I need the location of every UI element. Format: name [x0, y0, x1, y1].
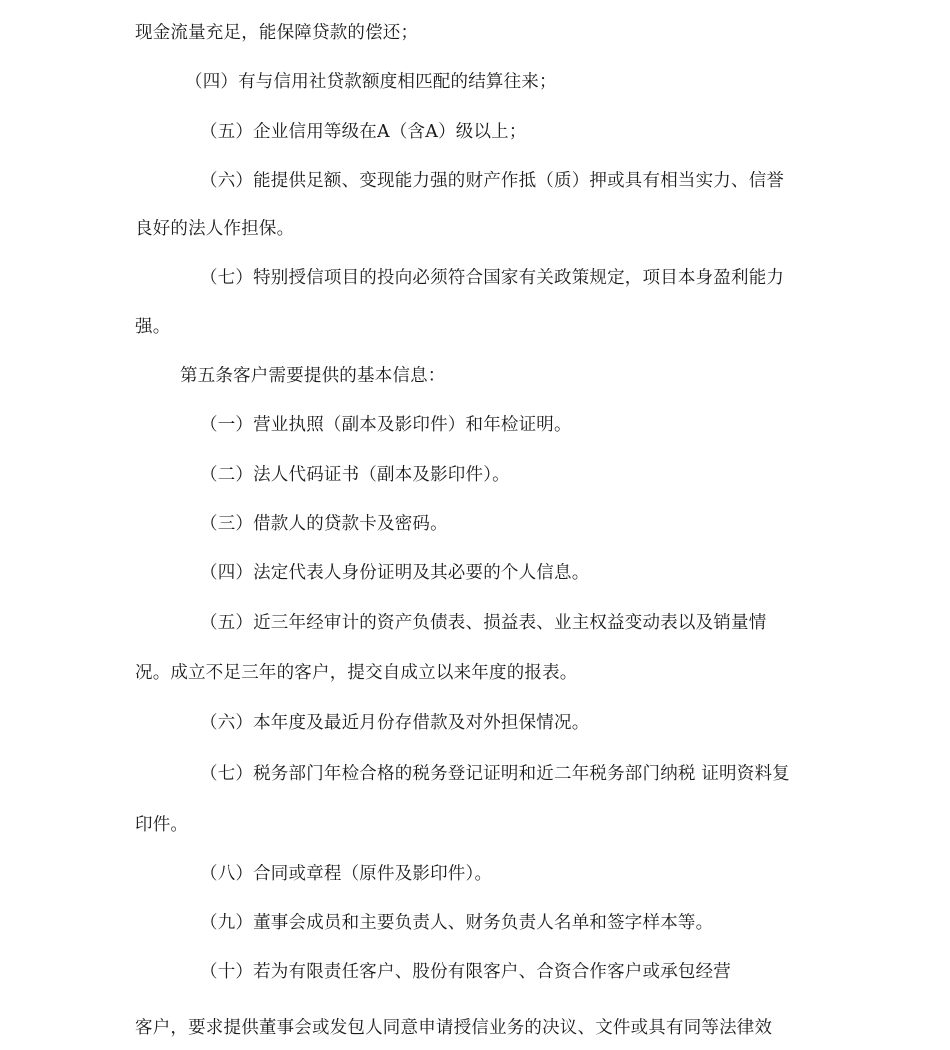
section-heading: 第五条客户需要提供的基本信息：: [180, 366, 446, 386]
text-line: （六）能提供足额、变现能力强的财产作抵（质）押或具有相当实力、信誉: [200, 171, 785, 191]
text-line: 客户，要求提供董事会或发包人同意申请授信业务的决议、文件或具有同等法律效: [135, 1018, 773, 1038]
text-line: （八）合同或章程（原件及影印件）。: [200, 864, 493, 884]
text-line: （四）法定代表人身份证明及其必要的个人信息。: [200, 563, 590, 583]
text-line: （七）税务部门年检合格的税务登记证明和近二年税务部门纳税 证明资料复: [200, 764, 790, 784]
text-line: （十）若为有限责任客户、股份有限客户、合资合作客户或承包经营: [200, 962, 731, 982]
text-line: 强。: [135, 317, 171, 337]
text-line: （七）特别授信项目的投向必须符合国家有关政策规定，项目本身盈利能力: [200, 268, 785, 288]
text-line: （二）法人代码证书（副本及影印件）。: [200, 465, 510, 485]
text-line: （四）有与信用社贷款额度相匹配的结算往来；: [185, 72, 557, 92]
text-line: （六）本年度及最近月份存借款及对外担保情况。: [200, 713, 590, 733]
text-line: 况。成立不足三年的客户，提交自成立以来年度的报表。: [135, 663, 578, 683]
text-line: （三）借款人的贷款卡及密码。: [200, 514, 448, 534]
text-line: 现金流量充足，能保障贷款的偿还；: [135, 23, 419, 43]
text-line: （一）营业执照（副本及影印件）和年检证明。: [200, 415, 572, 435]
text-line: （九）董事会成员和主要负责人、财务负责人名单和签字样本等。: [200, 913, 714, 933]
text-line: 印件。: [135, 815, 189, 835]
text-line: （五）企业信用等级在A（含A）级以上；: [200, 122, 527, 142]
text-line: （五）近三年经审计的资产负债表、损益表、业主权益变动表以及销量情: [200, 613, 767, 633]
text-line: 良好的法人作担保。: [135, 219, 295, 239]
